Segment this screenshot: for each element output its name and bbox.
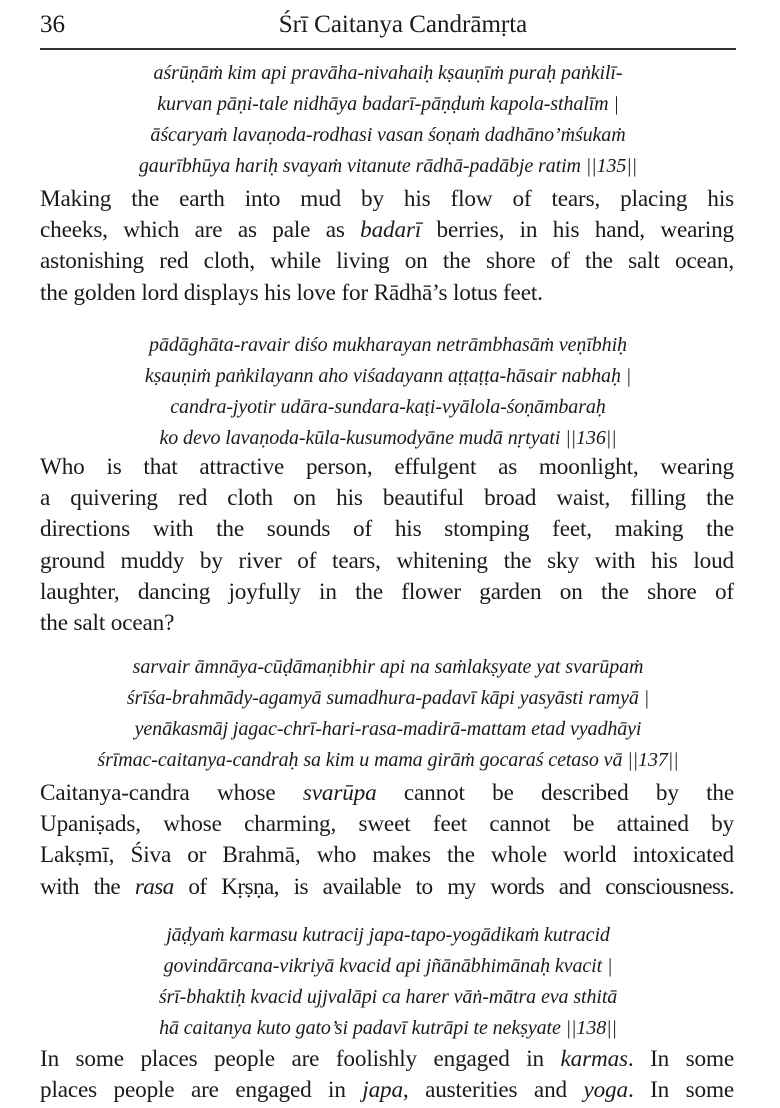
text-run: places people are engaged in bbox=[40, 1077, 363, 1104]
paragraph-line: the golden lord displays his love for Rādhā’s lotus feet. bbox=[40, 279, 543, 306]
paragraph-line: laughter, dancing joyfully in the flower garden on the shore of bbox=[40, 578, 734, 605]
paragraph-line bbox=[40, 872, 734, 903]
translation-138 bbox=[40, 1044, 734, 1106]
italic-term: japa bbox=[362, 1077, 403, 1104]
text-run: Caitanya-candra whose bbox=[40, 780, 303, 806]
verse-line: hā caitanya kuto gato’si padavī kutrāpi te nekṣyate ||138|| bbox=[159, 1017, 617, 1039]
paragraph-line: ground muddy by river of tears, whitening the sky with his loud bbox=[40, 547, 734, 574]
verse-136 bbox=[40, 330, 736, 454]
text-run: of Kṛṣṇa, is available to my words and consciousness. bbox=[173, 873, 734, 900]
verse-line: kṣauṇiṁ paṅkilayann aho viśadayann aṭṭaṭṭa-hāsair nabhaḥ | bbox=[144, 365, 632, 387]
paragraph-line: Making the earth into mud by his flow of tears, placing his bbox=[40, 186, 734, 212]
translation-136 bbox=[40, 452, 734, 639]
verse-line: ko devo lavaṇoda-kūla-kusumodyāne mudā nṛtyati ||136|| bbox=[159, 427, 617, 449]
verse-line: śrīśa-brahmādy-agamyā sumadhura-padavī kāpi yasyāsti ramyā | bbox=[126, 687, 650, 709]
verse-137 bbox=[40, 652, 736, 776]
text-run: In some places people are foolishly engaged in bbox=[40, 1046, 561, 1072]
translation-137 bbox=[40, 778, 734, 903]
paragraph-line bbox=[40, 215, 734, 246]
text-run: berries, in his hand, wearing bbox=[421, 217, 734, 244]
verse-line: pādāghāta-ravair diśo mukharayan netrāmbhasāṁ veṇībhiḥ bbox=[149, 334, 627, 356]
italic-term: karmas bbox=[560, 1046, 628, 1072]
italic-term: rasa bbox=[134, 873, 174, 900]
verse-line: śrīmac-caitanya-candraḥ sa kim u mama girāṁ gocaraś cetaso vā ||137|| bbox=[97, 749, 679, 771]
verse-line: āścaryaṁ lavaṇoda-rodhasi vasan śoṇaṁ dadhāno’ṁśukaṁ bbox=[150, 124, 626, 146]
translation-135 bbox=[40, 184, 734, 309]
italic-term: badarī bbox=[360, 217, 422, 244]
paragraph-line: a quivering red cloth on his beautiful broad waist, filling the bbox=[40, 485, 734, 512]
page-header bbox=[40, 8, 736, 44]
verse-line: govindārcana-vikriyā kvacid api jñānābhimānaḥ kvacit | bbox=[163, 955, 613, 977]
text-run: with the bbox=[40, 873, 135, 900]
text-run: cheeks, which are as pale as bbox=[40, 217, 361, 244]
page-number: 36 bbox=[40, 11, 65, 38]
paragraph-line: the salt ocean? bbox=[40, 610, 175, 637]
verse-line: gaurībhūya hariḥ svayaṁ vitanute rādhā-padābje ratim ||135|| bbox=[138, 155, 638, 177]
verse-135 bbox=[40, 58, 736, 182]
running-title: Śrī Caitanya Candrāmṛta bbox=[278, 11, 528, 38]
text-run: . In some bbox=[627, 1046, 734, 1072]
paragraph-line: Who is that attractive person, effulgent as moonlight, wearing bbox=[40, 454, 734, 480]
italic-term: svarūpa bbox=[302, 780, 377, 806]
paragraph-line: Lakṣmī, Śiva or Brahmā, who makes the whole world intoxicated bbox=[40, 842, 734, 869]
text-run: . In some bbox=[627, 1077, 734, 1104]
paragraph-line bbox=[40, 1044, 734, 1075]
italic-term: yoga bbox=[583, 1077, 628, 1104]
text-run: , austerities and bbox=[402, 1077, 584, 1104]
verse-line: aśrūṇāṁ kim api pravāha-nivahaiḥ kṣauṇīṁ puraḥ paṅkilī- bbox=[153, 62, 623, 84]
paragraph-line bbox=[40, 1075, 734, 1106]
verse-138 bbox=[40, 920, 736, 1044]
paragraph-line: directions with the sounds of his stomping feet, making the bbox=[40, 516, 734, 543]
paragraph-line bbox=[40, 778, 734, 809]
verse-line: kurvan pāṇi-tale nidhāya badarī-pāṇḍuṁ kapola-sthalīm | bbox=[157, 93, 619, 115]
verse-line: yenākasmāj jagac-chrī-hari-rasa-madirā-mattam etad vyadhāyi bbox=[134, 718, 642, 740]
paragraph-line: astonishing red cloth, while living on the shore of the salt ocean, bbox=[40, 248, 734, 275]
verse-line: candra-jyotir udāra-sundara-kaṭi-vyālola-śoṇāmbaraḥ bbox=[170, 396, 606, 418]
paragraph-line: Upaniṣads, whose charming, sweet feet cannot be attained by bbox=[40, 811, 734, 838]
header-rule bbox=[40, 48, 736, 50]
text-run: cannot be described by the bbox=[376, 780, 734, 806]
verse-line: sarvair āmnāya-cūḍāmaṇibhir api na saṁlakṣyate yat svarūpaṁ bbox=[132, 656, 644, 678]
verse-line: śrī-bhaktiḥ kvacid ujjvalāpi ca harer vāṅ-mātra eva sthitā bbox=[158, 986, 618, 1008]
verse-line: jāḍyaṁ karmasu kutracij japa-tapo-yogādikaṁ kutracid bbox=[166, 924, 610, 946]
